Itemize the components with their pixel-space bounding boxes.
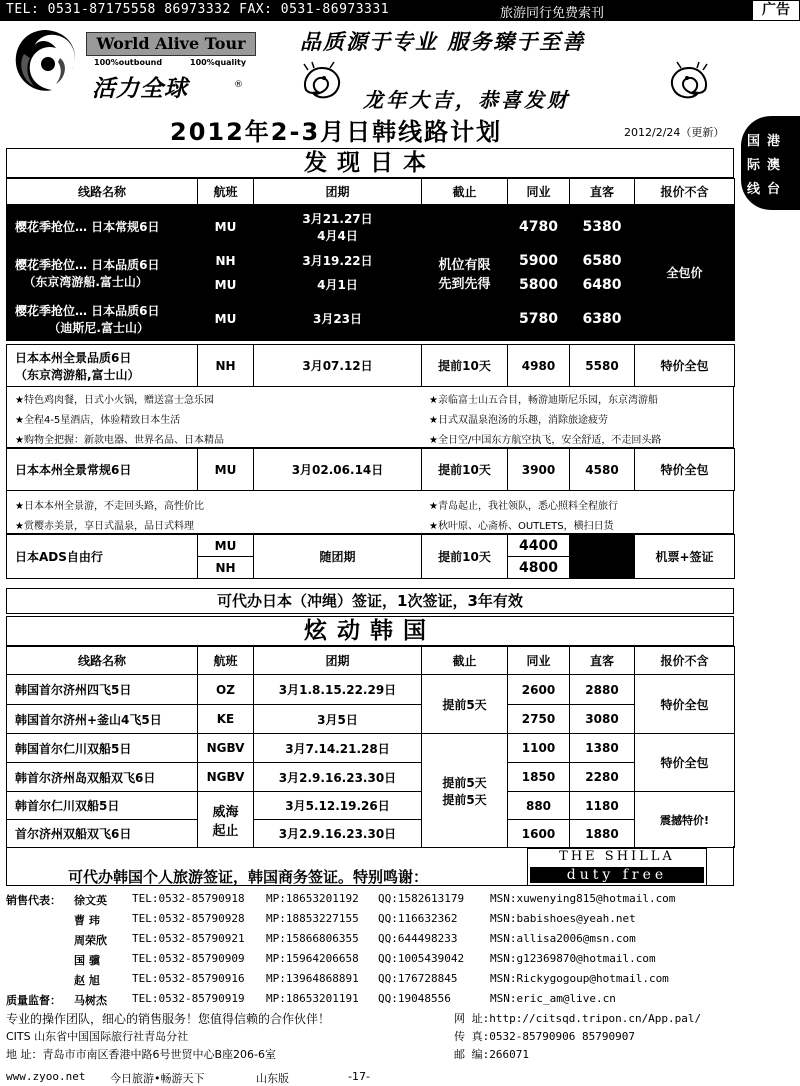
col-header: 报价不含	[635, 179, 735, 205]
col-header: 同业	[508, 179, 570, 205]
flight-code: MU	[198, 535, 254, 557]
price-excludes: 特价全包	[635, 675, 735, 734]
contact-name: 赵 旭	[74, 974, 100, 987]
table-row	[7, 675, 735, 705]
service-motto: 专业的操作团队，细心的销售服务！您值得信赖的合作伙伴！	[6, 1012, 331, 1026]
side-tab-char: 际	[747, 158, 761, 173]
direct-price: 6480	[570, 273, 635, 297]
deadline: 提前5天 提前5天	[422, 734, 508, 848]
brand-logo	[8, 24, 248, 100]
plan-title: 2012年2-3月日韩线路计划	[170, 118, 503, 146]
dragon-left-icon	[300, 60, 346, 104]
update-date: 2012/2/24（更新）	[624, 126, 725, 139]
price-excludes: 特价全包	[635, 449, 735, 491]
direct-price-blank	[570, 535, 635, 579]
side-tab-char: 台	[767, 182, 781, 197]
col-header: 截止	[422, 647, 508, 675]
flight-code: NH	[198, 557, 254, 579]
direct-price: 2880	[570, 675, 635, 705]
route-name: 樱花季抢位… 日本常规6日	[7, 205, 198, 249]
header-tel-fax: TEL: 0531-87175558 86973332 FAX: 0531-86973331	[6, 2, 390, 17]
col-header: 直客	[570, 179, 635, 205]
shilla-duty-free-logo	[527, 848, 707, 886]
korea-visa-note: 可代办韩国个人旅游签证，韩国商务签证。特别鸣谢：	[68, 868, 429, 886]
flight-code: NH	[198, 249, 254, 273]
company-slogan: 品质源于专业 服务臻于至善	[300, 30, 586, 54]
footer-site: www.zyoo.net	[6, 1070, 86, 1083]
route-highlights	[6, 490, 734, 534]
company-name: CITS 山东省中国国际旅行社青岛分社	[6, 1030, 189, 1043]
registered-mark: ®	[234, 80, 243, 90]
flight-code: MU	[198, 297, 254, 341]
contact-msn: MSN:xuwenying815@hotmail.com	[490, 892, 676, 905]
brand-english-name: World Alive Tour	[86, 32, 256, 56]
direct-price: 2280	[570, 763, 635, 792]
col-header: 截止	[422, 179, 508, 205]
contact-tel: TEL:0532-85790921	[132, 932, 245, 945]
deadline: 提前5天	[422, 675, 508, 734]
contact-name: 曹 玮	[74, 914, 100, 927]
price-excludes: 全包价	[635, 205, 735, 341]
side-tab-char: 港	[767, 134, 781, 149]
contact-name: 国 骥	[74, 954, 100, 967]
direct-price: 4580	[570, 449, 635, 491]
departure-dates: 3月5日	[254, 705, 422, 734]
flight-code: MU	[198, 449, 254, 491]
side-tab-char: 国	[747, 134, 761, 149]
direct-price: 6380	[570, 297, 635, 341]
direct-price: 1380	[570, 734, 635, 763]
highlight-item: ★赏樱赤美景，享日式温泉，品日式料理	[15, 521, 194, 532]
col-header: 线路名称	[7, 647, 198, 675]
peer-price: 5900	[508, 249, 570, 273]
route-name: 樱花季抢位… 日本品质6日 （迪斯尼.富士山）	[7, 297, 198, 341]
header-free-index: 旅游同行免费索刊	[500, 6, 605, 21]
side-tab-char: 线	[747, 182, 761, 197]
brand-subtitle-quality: 100%quality	[190, 58, 247, 67]
dragon-right-icon	[665, 60, 711, 104]
price-excludes: 特价全包	[635, 734, 735, 792]
contact-qq: QQ:1005439042	[378, 952, 465, 965]
table-row	[7, 820, 735, 848]
direct-price: 1880	[570, 820, 635, 848]
deadline: 提前10天	[422, 345, 508, 387]
table-row	[7, 763, 735, 792]
peer-price: 4780	[508, 205, 570, 249]
contact-mobile: MP:18653201191	[266, 992, 359, 1005]
price-excludes: 特价全包	[635, 345, 735, 387]
contact-tel: TEL:0532-85790909	[132, 952, 245, 965]
highlight-item: ★全日空/中国东方航空执飞，安全舒适，不走回头路	[429, 435, 662, 446]
departure-dates: 3月02.06.14日	[254, 449, 422, 491]
route-name: 韩国首尔济州四飞5日	[7, 675, 198, 705]
fax-numbers: 传 真:0532-85790906 85790907	[454, 1030, 635, 1043]
departure-dates: 3月23日	[254, 297, 422, 341]
japan-route-row	[6, 344, 735, 387]
korea-header-row	[7, 647, 735, 675]
peer-price: 5780	[508, 297, 570, 341]
route-name: 日本本州全景常规6日	[7, 449, 198, 491]
japan-route-row	[6, 534, 735, 579]
contact-qq: QQ:644498233	[378, 932, 458, 945]
page-number: -17-	[348, 1070, 370, 1083]
contact-mobile: MP:18853227155	[266, 912, 359, 925]
highlight-item: ★亲临富士山五合目，畅游迪斯尼乐园，东京湾游船	[429, 395, 658, 406]
col-header: 同业	[508, 647, 570, 675]
contact-qq: QQ:176728845	[378, 972, 458, 985]
peer-price: 4800	[508, 557, 570, 579]
col-header: 直客	[570, 647, 635, 675]
highlight-item: ★购物全把握：新款电器、世界名品、日本精品	[15, 435, 224, 446]
highlight-item: ★特色鸡肉餐，日式小火锅，赠送富士急乐园	[15, 395, 214, 406]
departure-dates: 3月1.8.15.22.29日	[254, 675, 422, 705]
side-category-tab	[741, 116, 800, 210]
table-row	[7, 734, 735, 763]
departure-dates: 3月21.27日 4月4日	[254, 205, 422, 249]
deadline: 提前10天	[422, 449, 508, 491]
table-row	[7, 792, 735, 820]
website: 网 址:http://citsqd.tripon.cn/App.pal/	[454, 1012, 702, 1025]
route-name: 樱花季抢位… 日本品质6日 （东京湾游船.富士山）	[7, 249, 198, 297]
direct-price: 5380	[570, 205, 635, 249]
peer-price: 2600	[508, 675, 570, 705]
shilla-title: THE SHILLA	[559, 849, 675, 864]
flight-code: NGBV	[198, 734, 254, 763]
departure-dates: 3月2.9.16.23.30日	[254, 763, 422, 792]
contact-qq: QQ:1582613179	[378, 892, 465, 905]
contact-msn: MSN:allisa2006@msn.com	[490, 932, 636, 945]
col-header: 团期	[254, 179, 422, 205]
contact-tel: TEL:0532-85790916	[132, 972, 245, 985]
brand-chinese-name: 活力全球	[92, 76, 188, 102]
contact-name: 马树杰	[74, 994, 107, 1007]
departure-dates: 3月7.14.21.28日	[254, 734, 422, 763]
contact-mobile: MP:13964868891	[266, 972, 359, 985]
japan-visa-note: 可代办日本（冲绳）签证，1次签证，3年有效	[6, 588, 734, 614]
contact-tel: TEL:0532-85790928	[132, 912, 245, 925]
contact-name: 徐文英	[74, 894, 107, 907]
route-name: 韩国首尔济州+釜山4飞5日	[7, 705, 198, 734]
side-tab-char: 澳	[767, 158, 781, 173]
japan-header-row	[7, 179, 735, 205]
col-header: 航班	[198, 179, 254, 205]
price-excludes: 机票+签证	[635, 535, 735, 579]
departure-dates: 3月5.12.19.26日	[254, 792, 422, 820]
contact-msn: MSN:g12369870@hotmail.com	[490, 952, 656, 965]
direct-price: 3080	[570, 705, 635, 734]
contact-msn: MSN:eric_am@live.cn	[490, 992, 616, 1005]
sales-label: 销售代表：	[6, 894, 61, 907]
route-name: 日本本州全景品质6日 （东京湾游船,富士山）	[7, 345, 198, 387]
contact-tel: TEL:0532-85790918	[132, 892, 245, 905]
top-contact-bar	[0, 0, 800, 21]
sakura-routes-block	[6, 204, 735, 341]
col-header: 航班	[198, 647, 254, 675]
col-header: 团期	[254, 647, 422, 675]
route-name: 韩国首尔仁川双船5日	[7, 734, 198, 763]
highlight-item: ★全程4-5星酒店，体验精致日本生活	[15, 415, 181, 426]
peer-price: 5800	[508, 273, 570, 297]
swirl-logo-icon	[8, 24, 84, 100]
highlight-item: ★日本本州全景游，不走回头路，高性价比	[15, 501, 204, 512]
departure-dates: 4月1日	[254, 273, 422, 297]
flight-code: NH	[198, 345, 254, 387]
peer-price: 1100	[508, 734, 570, 763]
zip-code: 邮 编:266071	[454, 1048, 529, 1061]
korea-table	[6, 646, 735, 848]
weihai-flight: 威海 起止	[198, 792, 254, 848]
peer-price: 2750	[508, 705, 570, 734]
page-footer	[0, 1068, 800, 1086]
deadline: 机位有限 先到先得	[422, 205, 508, 341]
departure-dates: 3月19.22日	[254, 249, 422, 273]
peer-price: 1600	[508, 820, 570, 848]
contact-msn: MSN:babishoes@yeah.net	[490, 912, 636, 925]
shilla-subtitle: duty free	[530, 867, 704, 883]
route-name: 韩首尔济州岛双船双飞6日	[7, 763, 198, 792]
peer-price: 4400	[508, 535, 570, 557]
flight-code: KE	[198, 705, 254, 734]
route-highlights	[6, 386, 734, 448]
japan-route-row	[6, 448, 735, 491]
contact-tel: TEL:0532-85790919	[132, 992, 245, 1005]
highlight-item: ★秋叶原、心斋桥、OUTLETS，横扫日货	[429, 521, 614, 532]
col-header: 报价不含	[635, 647, 735, 675]
contact-mobile: MP:18653201192	[266, 892, 359, 905]
table-row	[7, 705, 735, 734]
departure-dates: 3月2.9.16.23.30日	[254, 820, 422, 848]
company-address: 地 址：青岛市市南区香港中路6号世贸中心B座206-6室	[6, 1048, 277, 1061]
direct-price: 6580	[570, 249, 635, 273]
brand-subtitle-outbound: 100%outbound	[94, 58, 163, 67]
contact-mobile: MP:15964206658	[266, 952, 359, 965]
route-name: 日本ADS自由行	[7, 535, 198, 579]
price-excludes: 震撼特价!	[635, 792, 735, 848]
direct-price: 5580	[570, 345, 635, 387]
highlight-item: ★日式双温泉泡汤的乐趣，消除旅途疲劳	[429, 415, 608, 426]
peer-price: 1850	[508, 763, 570, 792]
contact-name: 周荣欣	[74, 934, 107, 947]
route-name: 首尔济州双船双飞6日	[7, 820, 198, 848]
route-name: 韩首尔仁川双船5日	[7, 792, 198, 820]
departure-dates: 随团期	[254, 535, 422, 579]
japan-section-title: 发现日本	[6, 148, 734, 178]
highlight-item: ★青岛起止，我社领队，悉心照料全程旅行	[429, 501, 618, 512]
flight-code: NGBV	[198, 763, 254, 792]
flight-code: MU	[198, 273, 254, 297]
flight-code: OZ	[198, 675, 254, 705]
footer-slogan: 今日旅游•畅游天下	[110, 1072, 205, 1085]
new-year-wish: 龙年大吉，恭喜发财	[363, 88, 570, 112]
contact-msn: MSN:Rickygogoup@hotmail.com	[490, 972, 669, 985]
direct-price: 1180	[570, 792, 635, 820]
qc-label: 质量监督：	[6, 994, 61, 1007]
peer-price: 4980	[508, 345, 570, 387]
footer-edition: 山东版	[256, 1072, 289, 1085]
peer-price: 3900	[508, 449, 570, 491]
ad-label: 广告	[752, 0, 800, 21]
japan-table	[6, 178, 735, 205]
korea-section-title: 炫动韩国	[6, 616, 734, 646]
deadline: 提前10天	[422, 535, 508, 579]
peer-price: 880	[508, 792, 570, 820]
contact-qq: QQ:19048556	[378, 992, 451, 1005]
contact-qq: QQ:116632362	[378, 912, 458, 925]
contact-mobile: MP:15866806355	[266, 932, 359, 945]
col-header: 线路名称	[7, 179, 198, 205]
departure-dates: 3月07.12日	[254, 345, 422, 387]
flight-code: MU	[198, 205, 254, 249]
